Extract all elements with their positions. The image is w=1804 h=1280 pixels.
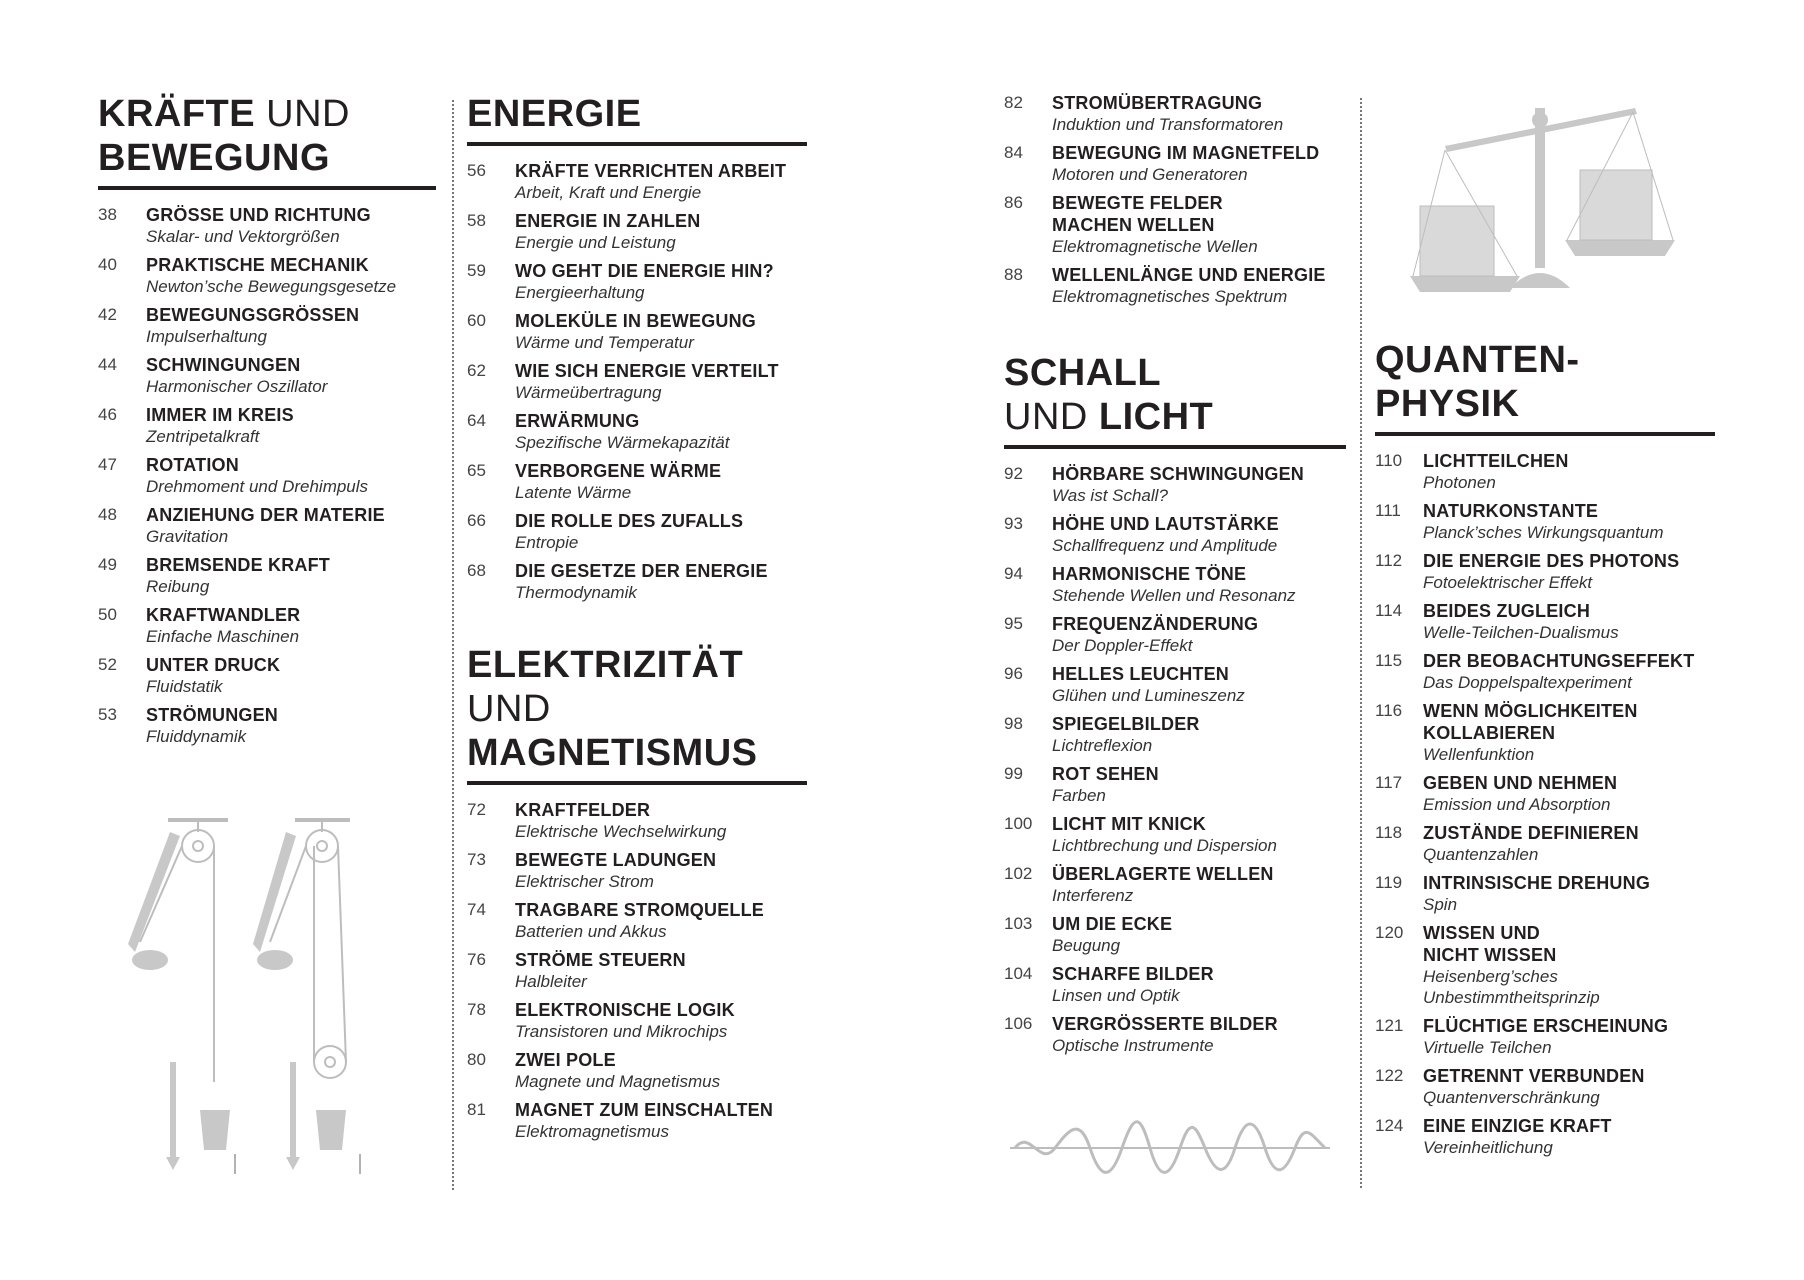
entry-title: VERBORGENE WÄRME	[515, 461, 722, 481]
column-divider	[452, 100, 454, 1190]
entry-subtitle: Drehmoment und Drehimpuls	[146, 477, 369, 496]
entry-subtitle: Farben	[1052, 786, 1106, 805]
entry-title: DIE GESETZE DER ENERGIE	[515, 561, 768, 581]
section-title-part: BEWEGUNG	[98, 137, 330, 179]
page-number: 73	[467, 850, 486, 869]
section-title	[467, 643, 807, 785]
entry-title: STRÖMUNGEN	[146, 705, 278, 725]
page-number: 78	[467, 1000, 486, 1019]
page-number: 66	[467, 511, 486, 530]
entry-subtitle: Welle-Teilchen-Dualismus	[1423, 623, 1619, 642]
entry-title: LICHT MIT KNICK	[1052, 814, 1206, 834]
page-number: 115	[1375, 651, 1403, 670]
entry-subtitle: Stehende Wellen und Resonanz	[1052, 586, 1296, 605]
toc-entry[interactable]	[467, 310, 807, 353]
toc-entry[interactable]	[1004, 192, 1346, 257]
toc-entry[interactable]	[98, 404, 436, 447]
page-number: 96	[1004, 664, 1023, 683]
page-number: 44	[98, 355, 117, 374]
toc-entry[interactable]	[98, 554, 436, 597]
entry-subtitle: Arbeit, Kraft und Energie	[515, 183, 702, 202]
toc-entry[interactable]	[1004, 463, 1346, 506]
entry-title: WISSEN UND NICHT WISSEN	[1423, 923, 1557, 965]
entry-subtitle: Fluiddynamik	[146, 727, 247, 746]
entry-title: STRÖME STEUERN	[515, 950, 686, 970]
toc-entry[interactable]	[1004, 563, 1346, 606]
toc-entry[interactable]	[467, 160, 807, 203]
entry-title: VERGRÖSSERTE BILDER	[1052, 1014, 1278, 1034]
entry-title: DER BEOBACHTUNGSEFFEKT	[1423, 651, 1695, 671]
column-divider	[1360, 98, 1362, 1188]
entry-subtitle: Der Doppler-Effekt	[1052, 636, 1193, 655]
entry-subtitle: Thermodynamik	[515, 583, 637, 602]
entry-title: UM DIE ECKE	[1052, 914, 1173, 934]
entry-subtitle: Virtuelle Teilchen	[1423, 1038, 1552, 1057]
entry-subtitle: Fluidstatik	[146, 677, 223, 696]
entry-subtitle: Einfache Maschinen	[146, 627, 300, 646]
toc-entry[interactable]	[98, 504, 436, 547]
entry-subtitle: Elektrische Wechselwirkung	[515, 822, 727, 841]
entry-title: HELLES LEUCHTEN	[1052, 664, 1230, 684]
toc-entry[interactable]	[1004, 813, 1346, 856]
toc-entry[interactable]	[1004, 763, 1346, 806]
toc-entry[interactable]	[1004, 863, 1346, 906]
entry-subtitle: Halbleiter	[515, 972, 587, 991]
toc-section	[1004, 351, 1346, 1056]
entry-title: NATURKONSTANTE	[1423, 501, 1599, 521]
toc-entry[interactable]	[1375, 822, 1715, 865]
entry-subtitle: Gravitation	[146, 527, 229, 546]
toc-entry[interactable]	[1004, 613, 1346, 656]
toc-entry[interactable]	[467, 260, 807, 303]
toc-column-1	[98, 92, 436, 754]
entry-subtitle: Heisenberg’sches Unbestimmtheitsprinzip	[1423, 967, 1600, 1007]
entry-subtitle: Zentripetalkraft	[146, 427, 260, 446]
page-number: 81	[467, 1100, 486, 1119]
page-number: 102	[1004, 864, 1033, 883]
page-number: 53	[98, 705, 117, 724]
toc-entry[interactable]	[98, 654, 436, 697]
toc-entry[interactable]	[1375, 600, 1715, 643]
toc-entry[interactable]	[1375, 650, 1715, 693]
entry-subtitle: Harmonischer Oszillator	[146, 377, 328, 396]
toc-entry[interactable]	[467, 849, 807, 892]
entry-title: MOLEKÜLE IN BEWEGUNG	[515, 311, 756, 331]
toc-entry[interactable]	[1375, 450, 1715, 493]
toc-entry[interactable]	[467, 560, 807, 603]
entry-title: MAGNET ZUM EINSCHALTEN	[515, 1100, 774, 1120]
entry-title: STROMÜBERTRAGUNG	[1052, 93, 1263, 113]
page-number: 112	[1375, 551, 1403, 570]
entry-title: ZUSTÄNDE DEFINIEREN	[1423, 823, 1639, 843]
entry-title: GETRENNT VERBUNDEN	[1423, 1066, 1645, 1086]
entry-title: ENERGIE IN ZAHLEN	[515, 211, 701, 231]
entry-subtitle: Batterien und Akkus	[515, 922, 667, 941]
page-number: 56	[467, 161, 486, 180]
page-number: 116	[1375, 701, 1403, 720]
entry-title: ERWÄRMUNG	[515, 411, 640, 431]
entry-subtitle: Glühen und Lumineszenz	[1052, 686, 1245, 705]
entry-subtitle: Spin	[1423, 895, 1458, 914]
toc-entry[interactable]	[1375, 700, 1715, 765]
toc-column-3	[1004, 92, 1346, 1063]
page-number: 98	[1004, 714, 1023, 733]
page-number: 117	[1375, 773, 1403, 792]
toc-entry[interactable]	[98, 604, 436, 647]
entry-subtitle: Newton’sche Bewegungsgesetze	[146, 277, 397, 296]
toc-column-2	[467, 92, 807, 1149]
page-number: 65	[467, 461, 486, 480]
section-title	[1375, 338, 1715, 436]
entry-title: ROT SEHEN	[1052, 764, 1159, 784]
toc-column-4	[1375, 338, 1715, 1165]
entry-subtitle: Energieerhaltung	[515, 283, 645, 302]
entry-title: BEIDES ZUGLEICH	[1423, 601, 1591, 621]
entry-subtitle: Elektrischer Strom	[515, 872, 654, 891]
page-number: 58	[467, 211, 486, 230]
page-number: 80	[467, 1050, 486, 1069]
page-number: 42	[98, 305, 117, 324]
entry-title: UNTER DRUCK	[146, 655, 281, 675]
page-number: 104	[1004, 964, 1033, 983]
entry-subtitle: Spezifische Wärmekapazität	[515, 433, 730, 452]
toc-entry[interactable]	[467, 210, 807, 253]
section-title-part: UND	[467, 688, 551, 730]
toc-entry[interactable]	[1004, 92, 1346, 135]
section-title-part: MAGNETISMUS	[467, 732, 758, 774]
section-title	[1004, 351, 1346, 449]
entry-title: BEWEGTE LADUNGEN	[515, 850, 717, 870]
pulley-illustration	[110, 812, 380, 1182]
entry-subtitle: Photonen	[1423, 473, 1496, 492]
entry-subtitle: Elektromagnetische Wellen	[1052, 237, 1258, 256]
toc-entry[interactable]	[1375, 1065, 1715, 1108]
page-number: 94	[1004, 564, 1023, 583]
toc-section	[467, 92, 807, 603]
entry-title: KRAFTFELDER	[515, 800, 651, 820]
entry-subtitle: Quantenzahlen	[1423, 845, 1539, 864]
entry-subtitle: Induktion und Transformatoren	[1052, 115, 1284, 134]
entry-subtitle: Latente Wärme	[515, 483, 632, 502]
entry-title: WO GEHT DIE ENERGIE HIN?	[515, 261, 774, 281]
toc-entry[interactable]	[98, 454, 436, 497]
entry-subtitle: Interferenz	[1052, 886, 1134, 905]
entry-title: PRAKTISCHE MECHANIK	[146, 255, 369, 275]
page-number: 48	[98, 505, 117, 524]
entry-subtitle: Energie und Leistung	[515, 233, 676, 252]
entry-title: SCHARFE BILDER	[1052, 964, 1214, 984]
page-number: 84	[1004, 143, 1023, 162]
entry-title: WIE SICH ENERGIE VERTEILT	[515, 361, 779, 381]
entry-subtitle: Fotoelektrischer Effekt	[1423, 573, 1593, 592]
entry-subtitle: Wärmeübertragung	[515, 383, 662, 402]
toc-entry[interactable]	[467, 1049, 807, 1092]
toc-entry[interactable]	[467, 360, 807, 403]
page-number: 47	[98, 455, 117, 474]
toc-entry[interactable]	[1375, 550, 1715, 593]
page-number: 95	[1004, 614, 1023, 633]
page-number: 82	[1004, 93, 1023, 112]
page-number: 40	[98, 255, 117, 274]
entry-title: BEWEGTE FELDER MACHEN WELLEN	[1052, 193, 1223, 235]
entry-subtitle: Elektromagnetismus	[515, 1122, 670, 1141]
entry-subtitle: Reibung	[146, 577, 210, 596]
balance-scale-illustration	[1395, 98, 1695, 298]
entry-title: IMMER IM KREIS	[146, 405, 294, 425]
toc-entry[interactable]	[467, 799, 807, 842]
page-number: 93	[1004, 514, 1023, 533]
page-number: 111	[1375, 501, 1401, 520]
page-number: 76	[467, 950, 486, 969]
entry-subtitle: Skalar- und Vektorgrößen	[146, 227, 340, 246]
page-number: 122	[1375, 1066, 1404, 1085]
entry-subtitle: Das Doppelspaltexperiment	[1423, 673, 1632, 692]
page-number: 46	[98, 405, 117, 424]
entry-title: EINE EINZIGE KRAFT	[1423, 1116, 1612, 1136]
toc-entry[interactable]	[1004, 713, 1346, 756]
entry-title: GRÖSSE UND RICHTUNG	[146, 205, 371, 225]
entry-title: DIE ENERGIE DES PHOTONS	[1423, 551, 1680, 571]
entry-title: ROTATION	[146, 455, 239, 475]
entry-subtitle: Lichtreflexion	[1052, 736, 1153, 755]
entry-title: KRÄFTE VERRICHTEN ARBEIT	[515, 161, 787, 181]
toc-entry[interactable]	[98, 304, 436, 347]
entry-title: WELLENLÄNGE UND ENERGIE	[1052, 265, 1326, 285]
toc-entry[interactable]	[98, 254, 436, 297]
entry-subtitle: Wärme und Temperatur	[515, 333, 694, 352]
entry-subtitle: Was ist Schall?	[1052, 486, 1168, 505]
page-number: 120	[1375, 923, 1404, 942]
toc-section	[1375, 338, 1715, 1158]
section-title-part: UND	[1004, 396, 1099, 438]
entry-title: FLÜCHTIGE ERSCHEINUNG	[1423, 1016, 1669, 1036]
toc-entry[interactable]	[1004, 142, 1346, 185]
entry-subtitle: Elektromagnetisches Spektrum	[1052, 287, 1288, 306]
toc-entry[interactable]	[98, 704, 436, 747]
entry-subtitle: Entropie	[515, 533, 579, 552]
page-number: 50	[98, 605, 117, 624]
entry-subtitle: Impulserhaltung	[146, 327, 267, 346]
toc-section	[98, 92, 436, 747]
entry-title: DIE ROLLE DES ZUFALLS	[515, 511, 744, 531]
entry-subtitle: Linsen und Optik	[1052, 986, 1180, 1005]
section-title-part: PHYSIK	[1375, 383, 1520, 425]
entry-subtitle: Beugung	[1052, 936, 1121, 955]
entry-title: LICHTTEILCHEN	[1423, 451, 1569, 471]
entry-subtitle: Wellenfunktion	[1423, 745, 1535, 764]
page-number: 114	[1375, 601, 1403, 620]
entry-title: BEWEGUNG IM MAGNETFELD	[1052, 143, 1320, 163]
entry-title: SPIEGELBILDER	[1052, 714, 1200, 734]
toc-entry[interactable]	[1375, 1015, 1715, 1058]
page-number: 49	[98, 555, 117, 574]
entry-subtitle: Emission und Absorption	[1423, 795, 1611, 814]
toc-entry[interactable]	[467, 510, 807, 553]
toc-entry[interactable]	[1375, 500, 1715, 543]
entry-title: HARMONISCHE TÖNE	[1052, 564, 1247, 584]
page-number: 72	[467, 800, 486, 819]
page-number: 88	[1004, 265, 1023, 284]
toc-entry[interactable]	[467, 949, 807, 992]
sound-wave-illustration	[1010, 1108, 1330, 1188]
entry-subtitle: Schallfrequenz und Amplitude	[1052, 536, 1278, 555]
page-number: 74	[467, 900, 486, 919]
section-title-part: ENERGIE	[467, 93, 642, 135]
entry-title: WENN MÖGLICHKEITEN KOLLABIEREN	[1423, 701, 1638, 743]
entry-title: ANZIEHUNG DER MATERIE	[146, 505, 385, 525]
toc-entry[interactable]	[98, 204, 436, 247]
page-number: 52	[98, 655, 117, 674]
toc-entry[interactable]	[1375, 1115, 1715, 1158]
page-number: 100	[1004, 814, 1033, 833]
entry-title: GEBEN UND NEHMEN	[1423, 773, 1618, 793]
toc-entry[interactable]	[1375, 772, 1715, 815]
page-number: 38	[98, 205, 117, 224]
entry-title: FREQUENZÄNDERUNG	[1052, 614, 1259, 634]
page-number: 99	[1004, 764, 1023, 783]
toc-entry[interactable]	[1375, 872, 1715, 915]
page-number: 68	[467, 561, 486, 580]
entry-subtitle: Magnete und Magnetismus	[515, 1072, 721, 1091]
entry-title: ZWEI POLE	[515, 1050, 616, 1070]
page-number: 60	[467, 311, 486, 330]
entry-title: BEWEGUNGSGRÖSSEN	[146, 305, 360, 325]
toc-entry[interactable]	[1004, 963, 1346, 1006]
page-number: 62	[467, 361, 486, 380]
toc-entry[interactable]	[467, 999, 807, 1042]
page-number: 64	[467, 411, 486, 430]
section-title-part: UND	[255, 93, 350, 135]
page-number: 124	[1375, 1116, 1404, 1135]
page-number: 86	[1004, 193, 1023, 212]
page-number: 106	[1004, 1014, 1033, 1033]
toc-entry[interactable]	[1004, 1013, 1346, 1056]
entry-subtitle: Transistoren und Mikrochips	[515, 1022, 728, 1041]
section-title-part: KRÄFTE	[98, 93, 256, 135]
page-number: 92	[1004, 464, 1023, 483]
entry-subtitle: Quantenverschränkung	[1423, 1088, 1600, 1107]
toc-section	[467, 643, 807, 1142]
toc-entry[interactable]	[1004, 913, 1346, 956]
section-title-part: ELEKTRIZITÄT	[467, 644, 744, 686]
entry-title: KRAFTWANDLER	[146, 605, 301, 625]
page-number: 103	[1004, 914, 1033, 933]
page-number: 110	[1375, 451, 1403, 470]
entry-title: BREMSENDE KRAFT	[146, 555, 331, 575]
toc-entry[interactable]	[467, 410, 807, 453]
toc-entry[interactable]	[1004, 663, 1346, 706]
section-title	[98, 92, 436, 190]
toc-section	[1004, 92, 1346, 307]
entry-title: SCHWINGUNGEN	[146, 355, 301, 375]
section-title-part: LICHT	[1098, 396, 1214, 438]
toc-entry[interactable]	[98, 354, 436, 397]
entry-title: ÜBERLAGERTE WELLEN	[1052, 864, 1274, 884]
toc-entry[interactable]	[1004, 513, 1346, 556]
section-title-part: SCHALL	[1004, 352, 1162, 394]
page-number: 121	[1375, 1016, 1404, 1035]
page-number: 118	[1375, 823, 1403, 842]
toc-entry[interactable]	[467, 460, 807, 503]
page-number: 59	[467, 261, 486, 280]
entry-title: ELEKTRONISCHE LOGIK	[515, 1000, 735, 1020]
entry-subtitle: Motoren und Generatoren	[1052, 165, 1248, 184]
toc-entry[interactable]	[467, 1099, 807, 1142]
entry-title: HÖHE UND LAUTSTÄRKE	[1052, 514, 1279, 534]
entry-subtitle: Vereinheitlichung	[1423, 1138, 1553, 1157]
entry-title: TRAGBARE STROMQUELLE	[515, 900, 764, 920]
entry-title: HÖRBARE SCHWINGUNGEN	[1052, 464, 1305, 484]
section-title-part: QUANTEN-	[1375, 339, 1580, 381]
toc-entry[interactable]	[1375, 922, 1715, 1008]
entry-title: INTRINSISCHE DREHUNG	[1423, 873, 1651, 893]
page-number: 119	[1375, 873, 1403, 892]
entry-subtitle: Planck’sches Wirkungsquantum	[1423, 523, 1664, 542]
section-title	[467, 92, 807, 146]
toc-entry[interactable]	[467, 899, 807, 942]
entry-subtitle: Lichtbrechung und Dispersion	[1052, 836, 1277, 855]
toc-entry[interactable]	[1004, 264, 1346, 307]
entry-subtitle: Optische Instrumente	[1052, 1036, 1214, 1055]
